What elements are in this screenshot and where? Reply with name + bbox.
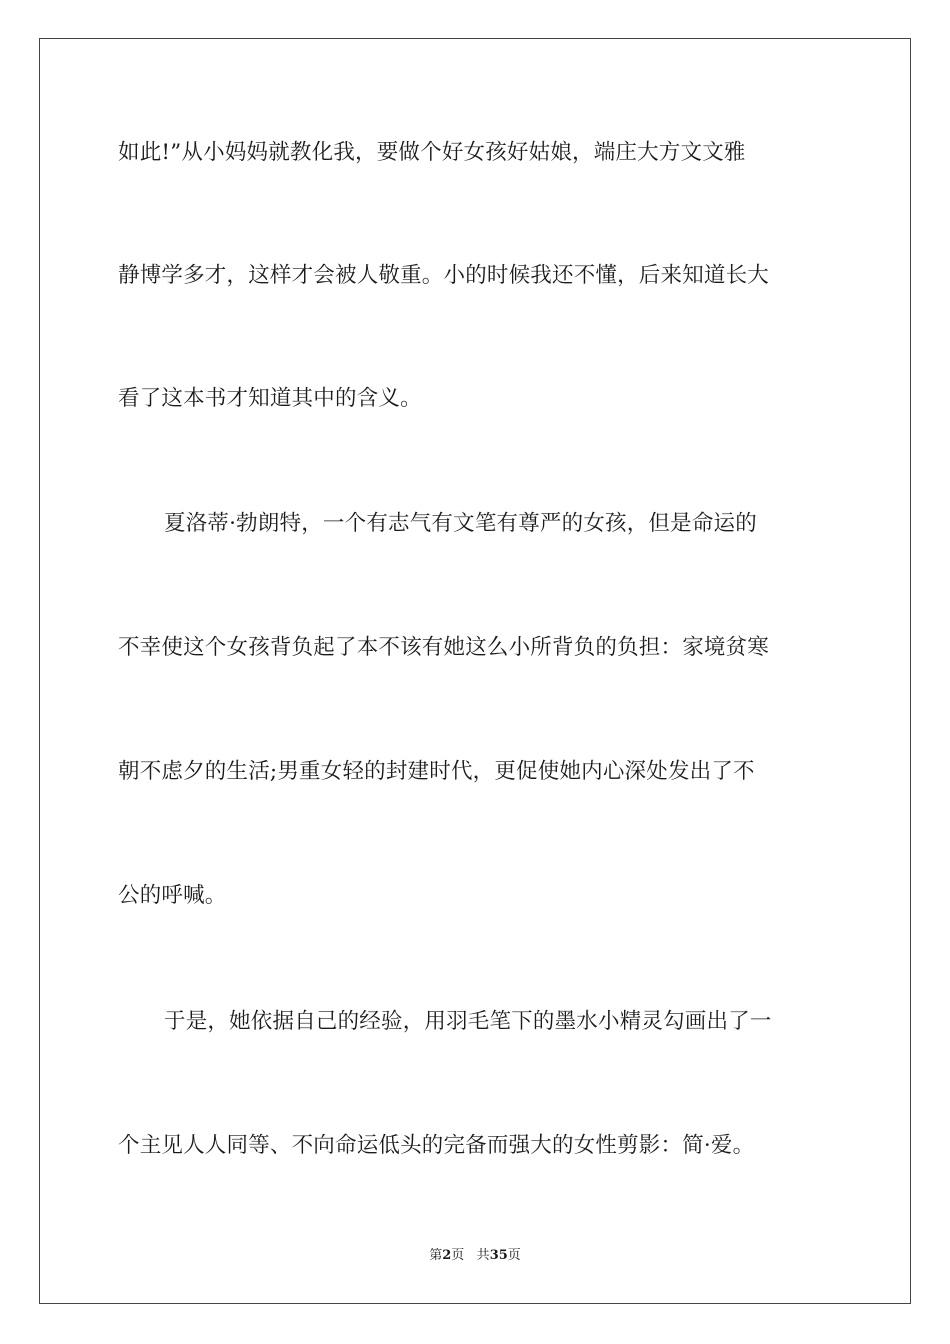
total-prefix: 共 xyxy=(476,1248,490,1263)
text-line: 看了这本书才知道其中的含义。 xyxy=(118,386,422,411)
text-line: 如此!”从小妈妈就教化我，要做个好女孩好姑娘，端庄大方文文雅 xyxy=(118,140,746,165)
text-line: 不幸使这个女孩背负起了本不该有她这么小所背负的负担：家境贫寒 xyxy=(118,635,770,660)
text-line: 公的呼喊。 xyxy=(118,883,227,908)
total-suffix: 页 xyxy=(507,1248,521,1263)
page-suffix: 页 xyxy=(451,1248,465,1263)
text-line: 夏洛蒂·勃朗特，一个有志气有文笔有尊严的女孩，但是命运的 xyxy=(164,511,757,536)
text-line: 朝不虑夕的生活;男重女轻的封建时代，更促使她内心深处发出了不 xyxy=(118,759,755,784)
text-line: 于是，她依据自己的经验，用羽毛笔下的墨水小精灵勾画出了一 xyxy=(164,1009,772,1034)
page-prefix: 第 xyxy=(429,1248,443,1263)
text-line: 静博学多才，这样才会被人敬重。小的时候我还不懂，后来知道长大 xyxy=(118,263,770,288)
text-line: 个主见人人同等、不向命运低头的完备而强大的女性剪影：简·爱。 xyxy=(118,1133,755,1158)
page-footer xyxy=(0,1247,950,1265)
total-pages: 35 xyxy=(489,1248,508,1263)
page-frame xyxy=(39,38,911,1304)
page-number: 2 xyxy=(442,1248,452,1263)
